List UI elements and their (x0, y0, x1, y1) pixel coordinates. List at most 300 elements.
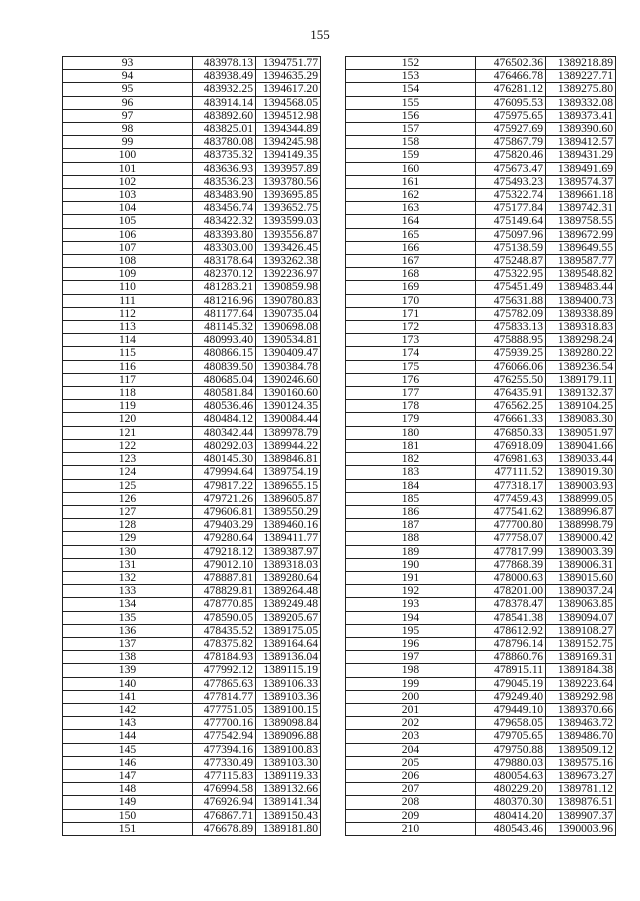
table-row (346, 690, 616, 703)
y-coordinate: 1389460.16 (256, 519, 321, 532)
x-coordinate: 477758.07 (476, 532, 546, 545)
x-coordinate: 477814.77 (193, 690, 256, 703)
table-row (63, 439, 321, 452)
x-coordinate: 480536.46 (193, 400, 256, 413)
x-coordinate: 483914.14 (193, 96, 256, 109)
table-row (346, 492, 616, 505)
y-coordinate: 1389108.27 (546, 624, 616, 637)
table-row (346, 558, 616, 571)
x-coordinate: 477542.94 (193, 730, 256, 743)
x-coordinate: 480229.20 (476, 783, 546, 796)
x-coordinate: 483938.49 (193, 70, 256, 83)
table-row (346, 307, 616, 320)
x-coordinate: 475248.87 (476, 255, 546, 268)
x-coordinate: 478887.81 (193, 571, 256, 584)
y-coordinate: 1389280.64 (256, 571, 321, 584)
y-coordinate: 1389742.31 (546, 202, 616, 215)
point-number: 190 (346, 558, 476, 571)
y-coordinate: 1389486.70 (546, 730, 616, 743)
y-coordinate: 1389063.85 (546, 598, 616, 611)
table-row (63, 505, 321, 518)
x-coordinate: 477394.16 (193, 743, 256, 756)
x-coordinate: 477700.16 (193, 717, 256, 730)
x-coordinate: 478000.63 (476, 571, 546, 584)
point-number: 97 (63, 109, 193, 122)
point-number: 104 (63, 202, 193, 215)
table-row (346, 809, 616, 822)
point-number: 145 (63, 743, 193, 756)
point-number: 130 (63, 545, 193, 558)
x-coordinate: 479658.05 (476, 717, 546, 730)
y-coordinate: 1389098.84 (256, 717, 321, 730)
x-coordinate: 480145.30 (193, 453, 256, 466)
x-coordinate: 477318.17 (476, 479, 546, 492)
table-row (63, 717, 321, 730)
y-coordinate: 1390409.47 (256, 347, 321, 360)
x-coordinate: 475833.13 (476, 321, 546, 334)
x-coordinate: 477459.43 (476, 492, 546, 505)
y-coordinate: 1389605.87 (256, 492, 321, 505)
point-number: 171 (346, 307, 476, 320)
table-row (63, 479, 321, 492)
x-coordinate: 479750.88 (476, 743, 546, 756)
point-number: 123 (63, 453, 193, 466)
x-coordinate: 475493.23 (476, 175, 546, 188)
point-number: 95 (63, 83, 193, 96)
table-row (346, 505, 616, 518)
table-row (346, 400, 616, 413)
table-row (346, 426, 616, 439)
table-row (346, 677, 616, 690)
point-number: 161 (346, 175, 476, 188)
x-coordinate: 483892.60 (193, 109, 256, 122)
y-coordinate: 1389907.37 (546, 809, 616, 822)
x-coordinate: 479994.64 (193, 466, 256, 479)
y-coordinate: 1389236.54 (546, 360, 616, 373)
y-coordinate: 1389003.39 (546, 545, 616, 558)
point-number: 119 (63, 400, 193, 413)
x-coordinate: 480993.40 (193, 334, 256, 347)
y-coordinate: 1389264.48 (256, 585, 321, 598)
x-coordinate: 475782.09 (476, 307, 546, 320)
table-row (63, 83, 321, 96)
x-coordinate: 478541.38 (476, 611, 546, 624)
y-coordinate: 1389132.66 (256, 783, 321, 796)
point-number: 180 (346, 426, 476, 439)
y-coordinate: 1389575.16 (546, 756, 616, 769)
point-number: 192 (346, 585, 476, 598)
y-coordinate: 1389944.22 (256, 439, 321, 452)
table-row (346, 611, 616, 624)
table-row (346, 479, 616, 492)
point-number: 209 (346, 809, 476, 822)
point-number: 131 (63, 558, 193, 571)
point-number: 150 (63, 809, 193, 822)
x-coordinate: 477751.05 (193, 703, 256, 716)
point-number: 113 (63, 321, 193, 334)
table-row (346, 294, 616, 307)
y-coordinate: 1389298.24 (546, 334, 616, 347)
table-row (346, 637, 616, 650)
y-coordinate: 1390003.96 (546, 822, 616, 835)
x-coordinate: 478375.82 (193, 637, 256, 650)
table-row (63, 189, 321, 202)
y-coordinate: 1389400.73 (546, 294, 616, 307)
point-number: 194 (346, 611, 476, 624)
x-coordinate: 481216.96 (193, 294, 256, 307)
y-coordinate: 1389103.30 (256, 756, 321, 769)
y-coordinate: 1389015.60 (546, 571, 616, 584)
y-coordinate: 1389094.07 (546, 611, 616, 624)
y-coordinate: 1394751.77 (256, 57, 321, 70)
y-coordinate: 1390735.04 (256, 307, 321, 320)
table-row (346, 123, 616, 136)
x-coordinate: 480054.63 (476, 769, 546, 782)
x-coordinate: 475867.79 (476, 136, 546, 149)
x-coordinate: 480581.84 (193, 387, 256, 400)
y-coordinate: 1390124.35 (256, 400, 321, 413)
y-coordinate: 1389150.43 (256, 809, 321, 822)
table-row (63, 703, 321, 716)
point-number: 197 (346, 651, 476, 664)
table-row (63, 809, 321, 822)
y-coordinate: 1389096.88 (256, 730, 321, 743)
x-coordinate: 477868.39 (476, 558, 546, 571)
table-row (346, 545, 616, 558)
point-number: 124 (63, 466, 193, 479)
y-coordinate: 1389104.25 (546, 400, 616, 413)
y-coordinate: 1389548.82 (546, 268, 616, 281)
table-row (346, 109, 616, 122)
table-row (346, 769, 616, 782)
table-row (346, 215, 616, 228)
table-row (63, 822, 321, 835)
y-coordinate: 1389033.44 (546, 453, 616, 466)
y-coordinate: 1388998.79 (546, 519, 616, 532)
table-row (63, 294, 321, 307)
table-row (346, 439, 616, 452)
table-row (63, 360, 321, 373)
table-row (63, 373, 321, 386)
table-row (346, 360, 616, 373)
table-row (63, 690, 321, 703)
y-coordinate: 1389218.89 (546, 57, 616, 70)
table-row (346, 703, 616, 716)
y-coordinate: 1389332.08 (546, 96, 616, 109)
x-coordinate: 480484.12 (193, 413, 256, 426)
x-coordinate: 483978.13 (193, 57, 256, 70)
table-row (63, 387, 321, 400)
table-row (346, 730, 616, 743)
point-number: 107 (63, 241, 193, 254)
point-number: 154 (346, 83, 476, 96)
x-coordinate: 479012.10 (193, 558, 256, 571)
x-coordinate: 476095.53 (476, 96, 546, 109)
coordinates-table-right (345, 56, 616, 836)
x-coordinate: 480685.04 (193, 373, 256, 386)
point-number: 115 (63, 347, 193, 360)
y-coordinate: 1393599.03 (256, 215, 321, 228)
x-coordinate: 476850.33 (476, 426, 546, 439)
point-number: 201 (346, 703, 476, 716)
y-coordinate: 1394149.35 (256, 149, 321, 162)
point-number: 151 (63, 822, 193, 835)
point-number: 187 (346, 519, 476, 532)
point-number: 126 (63, 492, 193, 505)
x-coordinate: 479817.22 (193, 479, 256, 492)
y-coordinate: 1389249.48 (256, 598, 321, 611)
x-coordinate: 483456.74 (193, 202, 256, 215)
x-coordinate: 483393.80 (193, 228, 256, 241)
y-coordinate: 1390084.44 (256, 413, 321, 426)
x-coordinate: 478796.14 (476, 637, 546, 650)
point-number: 167 (346, 255, 476, 268)
x-coordinate: 477865.63 (193, 677, 256, 690)
x-coordinate: 480543.46 (476, 822, 546, 835)
point-number: 157 (346, 123, 476, 136)
table-row (346, 796, 616, 809)
table-row (63, 677, 321, 690)
table-row (346, 96, 616, 109)
table-row (63, 241, 321, 254)
y-coordinate: 1394245.98 (256, 136, 321, 149)
point-number: 169 (346, 281, 476, 294)
point-number: 198 (346, 664, 476, 677)
table-row (63, 769, 321, 782)
point-number: 137 (63, 637, 193, 650)
point-number: 195 (346, 624, 476, 637)
x-coordinate: 483825.01 (193, 123, 256, 136)
table-row (346, 571, 616, 584)
y-coordinate: 1389387.97 (256, 545, 321, 558)
table-row (346, 228, 616, 241)
point-number: 162 (346, 189, 476, 202)
y-coordinate: 1389100.15 (256, 703, 321, 716)
table-row (63, 466, 321, 479)
point-number: 134 (63, 598, 193, 611)
table-row (63, 123, 321, 136)
x-coordinate: 478435.52 (193, 624, 256, 637)
table-row (63, 783, 321, 796)
point-number: 142 (63, 703, 193, 716)
y-coordinate: 1389205.67 (256, 611, 321, 624)
point-number: 159 (346, 149, 476, 162)
x-coordinate: 478184.93 (193, 651, 256, 664)
table-row (63, 347, 321, 360)
y-coordinate: 1389978.79 (256, 426, 321, 439)
x-coordinate: 475149.64 (476, 215, 546, 228)
point-number: 153 (346, 70, 476, 83)
point-number: 173 (346, 334, 476, 347)
table-row (63, 136, 321, 149)
table-row (63, 307, 321, 320)
point-number: 114 (63, 334, 193, 347)
y-coordinate: 1389338.89 (546, 307, 616, 320)
table-row (63, 598, 321, 611)
y-coordinate: 1393780.56 (256, 175, 321, 188)
point-number: 143 (63, 717, 193, 730)
point-number: 176 (346, 373, 476, 386)
point-number: 105 (63, 215, 193, 228)
x-coordinate: 483932.25 (193, 83, 256, 96)
y-coordinate: 1393556.87 (256, 228, 321, 241)
y-coordinate: 1389003.93 (546, 479, 616, 492)
y-coordinate: 1389184.38 (546, 664, 616, 677)
table-row (63, 400, 321, 413)
x-coordinate: 479218.12 (193, 545, 256, 558)
y-coordinate: 1389100.83 (256, 743, 321, 756)
table-row (63, 228, 321, 241)
table-row (63, 426, 321, 439)
x-coordinate: 479606.81 (193, 505, 256, 518)
table-row (346, 136, 616, 149)
point-number: 158 (346, 136, 476, 149)
x-coordinate: 476435.91 (476, 387, 546, 400)
point-number: 116 (63, 360, 193, 373)
point-number: 127 (63, 505, 193, 518)
table-row (63, 281, 321, 294)
x-coordinate: 483483.90 (193, 189, 256, 202)
point-number: 103 (63, 189, 193, 202)
y-coordinate: 1394617.20 (256, 83, 321, 96)
table-row (63, 149, 321, 162)
table-row (63, 611, 321, 624)
table-row (346, 717, 616, 730)
table-row (63, 109, 321, 122)
table-row (346, 466, 616, 479)
x-coordinate: 477817.99 (476, 545, 546, 558)
x-coordinate: 476281.12 (476, 83, 546, 96)
point-number: 98 (63, 123, 193, 136)
y-coordinate: 1390246.60 (256, 373, 321, 386)
y-coordinate: 1389103.36 (256, 690, 321, 703)
x-coordinate: 475177.84 (476, 202, 546, 215)
point-number: 132 (63, 571, 193, 584)
x-coordinate: 476502.36 (476, 57, 546, 70)
table-row (346, 321, 616, 334)
point-number: 100 (63, 149, 193, 162)
point-number: 196 (346, 637, 476, 650)
x-coordinate: 479280.64 (193, 532, 256, 545)
table-row (63, 558, 321, 571)
x-coordinate: 475138.59 (476, 241, 546, 254)
y-coordinate: 1393652.75 (256, 202, 321, 215)
table-body-left (63, 57, 321, 836)
table-row (346, 268, 616, 281)
x-coordinate: 476066.06 (476, 360, 546, 373)
x-coordinate: 477330.49 (193, 756, 256, 769)
x-coordinate: 479880.03 (476, 756, 546, 769)
point-number: 112 (63, 307, 193, 320)
x-coordinate: 480414.20 (476, 809, 546, 822)
table-row (346, 783, 616, 796)
table-row (346, 387, 616, 400)
table-row (346, 413, 616, 426)
point-number: 193 (346, 598, 476, 611)
point-number: 108 (63, 255, 193, 268)
point-number: 129 (63, 532, 193, 545)
x-coordinate: 482370.12 (193, 268, 256, 281)
page-number: 155 (310, 27, 330, 42)
y-coordinate: 1390780.83 (256, 294, 321, 307)
x-coordinate: 479045.19 (476, 677, 546, 690)
y-coordinate: 1388996.87 (546, 505, 616, 518)
x-coordinate: 479721.26 (193, 492, 256, 505)
x-coordinate: 478590.05 (193, 611, 256, 624)
point-number: 205 (346, 756, 476, 769)
point-number: 149 (63, 796, 193, 809)
x-coordinate: 478860.76 (476, 651, 546, 664)
y-coordinate: 1388999.05 (546, 492, 616, 505)
table-row (63, 637, 321, 650)
x-coordinate: 479449.10 (476, 703, 546, 716)
table-row (346, 598, 616, 611)
y-coordinate: 1389181.80 (256, 822, 321, 835)
y-coordinate: 1389037.24 (546, 585, 616, 598)
y-coordinate: 1389412.57 (546, 136, 616, 149)
x-coordinate: 483178.64 (193, 255, 256, 268)
point-number: 133 (63, 585, 193, 598)
coordinates-table-left (62, 56, 321, 836)
x-coordinate: 477115.83 (193, 769, 256, 782)
point-number: 177 (346, 387, 476, 400)
x-coordinate: 478915.11 (476, 664, 546, 677)
point-number: 146 (63, 756, 193, 769)
y-coordinate: 1389041.66 (546, 439, 616, 452)
table-row (346, 241, 616, 254)
point-number: 141 (63, 690, 193, 703)
x-coordinate: 483636.93 (193, 162, 256, 175)
point-number: 121 (63, 426, 193, 439)
y-coordinate: 1389280.22 (546, 347, 616, 360)
point-number: 138 (63, 651, 193, 664)
point-number: 170 (346, 294, 476, 307)
table-row (63, 57, 321, 70)
x-coordinate: 476466.78 (476, 70, 546, 83)
y-coordinate: 1389483.44 (546, 281, 616, 294)
table-row (346, 743, 616, 756)
y-coordinate: 1389373.41 (546, 109, 616, 122)
table-row (346, 202, 616, 215)
x-coordinate: 476255.50 (476, 373, 546, 386)
x-coordinate: 477700.80 (476, 519, 546, 532)
x-coordinate: 476661.33 (476, 413, 546, 426)
point-number: 204 (346, 743, 476, 756)
x-coordinate: 479403.29 (193, 519, 256, 532)
point-number: 181 (346, 439, 476, 452)
x-coordinate: 475975.65 (476, 109, 546, 122)
table-row (63, 96, 321, 109)
point-number: 207 (346, 783, 476, 796)
y-coordinate: 1393957.89 (256, 162, 321, 175)
point-number: 93 (63, 57, 193, 70)
x-coordinate: 475927.69 (476, 123, 546, 136)
table-row (346, 149, 616, 162)
point-number: 111 (63, 294, 193, 307)
x-coordinate: 476926.94 (193, 796, 256, 809)
point-number: 109 (63, 268, 193, 281)
point-number: 183 (346, 466, 476, 479)
point-number: 128 (63, 519, 193, 532)
table-row (346, 373, 616, 386)
y-coordinate: 1393426.45 (256, 241, 321, 254)
y-coordinate: 1389275.80 (546, 83, 616, 96)
table-row (63, 756, 321, 769)
table-row (346, 651, 616, 664)
point-number: 135 (63, 611, 193, 624)
table-row (63, 453, 321, 466)
x-coordinate: 478829.81 (193, 585, 256, 598)
